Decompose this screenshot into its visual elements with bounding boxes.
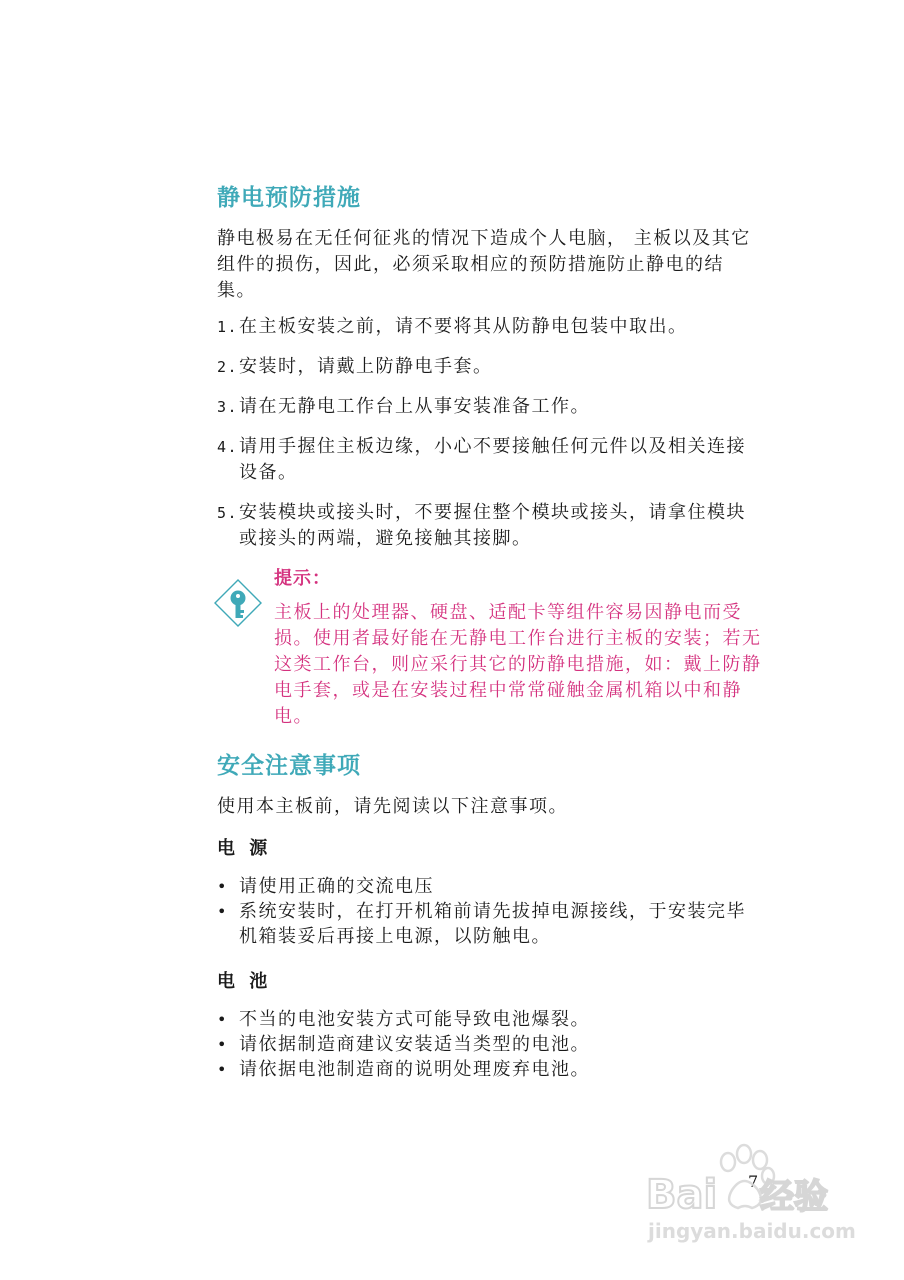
- page-content: [217, 176, 762, 1082]
- step-number: 2.: [217, 358, 239, 376]
- esd-intro-paragraph: 静电极易在无任何征兆的情况下造成个人电脑， 主板以及其它组件的损伤，因此，必须采取相应的预防措施防止静电的结集。: [217, 228, 751, 301]
- bullet-marker: •: [217, 902, 228, 921]
- list-item: [217, 500, 762, 552]
- bullet-text: 不当的电池安装方式可能导致电池爆裂。: [239, 1009, 590, 1030]
- step-text: 请用手握住主板边缘，小心不要接触任何元件以及相关连接设备。: [239, 436, 746, 483]
- bullet-text: 请依据制造商建议安装适当类型的电池。: [239, 1034, 590, 1055]
- step-number: 5.: [217, 504, 239, 522]
- list-item: [217, 354, 762, 380]
- esd-steps-list: [217, 314, 762, 552]
- key-icon: [213, 578, 263, 628]
- list-item: [217, 1032, 762, 1057]
- safety-intro-paragraph: 使用本主板前，请先阅读以下注意事项。: [217, 796, 568, 817]
- power-bullets: [217, 874, 762, 949]
- bullet-text: 系统安装时，在打开机箱前请先拔掉电源接线，于安装完毕机箱装妥后再接上电源，以防触电。: [239, 901, 746, 947]
- bullet-text: 请依据电池制造商的说明处理废弃电池。: [239, 1059, 590, 1080]
- step-number: 3.: [217, 398, 239, 416]
- page-number: 7: [748, 1172, 759, 1191]
- battery-heading: 电 池: [217, 971, 272, 992]
- list-item: [217, 1057, 762, 1082]
- bullet-marker: •: [217, 1060, 228, 1079]
- tip-callout: [217, 566, 762, 730]
- bullet-text: 请使用正确的交流电压: [239, 876, 434, 897]
- list-item: [217, 874, 762, 899]
- baidu-jingyan-watermark: [640, 1140, 870, 1250]
- bullet-marker: •: [217, 877, 228, 896]
- svg-text:Bai: Bai: [646, 1172, 718, 1218]
- power-heading: 电 源: [217, 838, 272, 859]
- tip-text: 主板上的处理器、硬盘、适配卡等组件容易因静电而受损。使用者最好能在无静电工作台进行主板的安装；若无这类工作台，则应采行其它的防静电措施，如：戴上防静电手套，或是在安装过程中常常碰触金属机箱以中和静电。: [274, 602, 762, 727]
- safety-section-title: 安全注意事项: [217, 753, 361, 779]
- list-item: [217, 394, 762, 420]
- svg-text:jingyan.baidu.com: jingyan.baidu.com: [648, 1219, 856, 1243]
- step-text: 在主板安装之前，请不要将其从防静电包装中取出。: [239, 316, 688, 337]
- step-number: 1.: [217, 318, 239, 336]
- bullet-marker: •: [217, 1035, 228, 1054]
- step-number: 4.: [217, 438, 239, 456]
- list-item: [217, 314, 762, 340]
- battery-bullets: [217, 1007, 762, 1082]
- step-text: 安装时，请戴上防静电手套。: [239, 356, 493, 377]
- list-item: [217, 434, 762, 486]
- esd-section-title: 静电预防措施: [217, 185, 361, 211]
- list-item: [217, 1007, 762, 1032]
- step-text: 请在无静电工作台上从事安装准备工作。: [239, 396, 590, 417]
- svg-text:经验: 经验: [760, 1177, 828, 1217]
- tip-label: 提示：: [274, 568, 331, 589]
- step-text: 安装模块或接头时，不要握住整个模块或接头，请拿住模块或接头的两端，避免接触其接脚。: [239, 502, 746, 549]
- bullet-marker: •: [217, 1010, 228, 1029]
- list-item: [217, 899, 762, 949]
